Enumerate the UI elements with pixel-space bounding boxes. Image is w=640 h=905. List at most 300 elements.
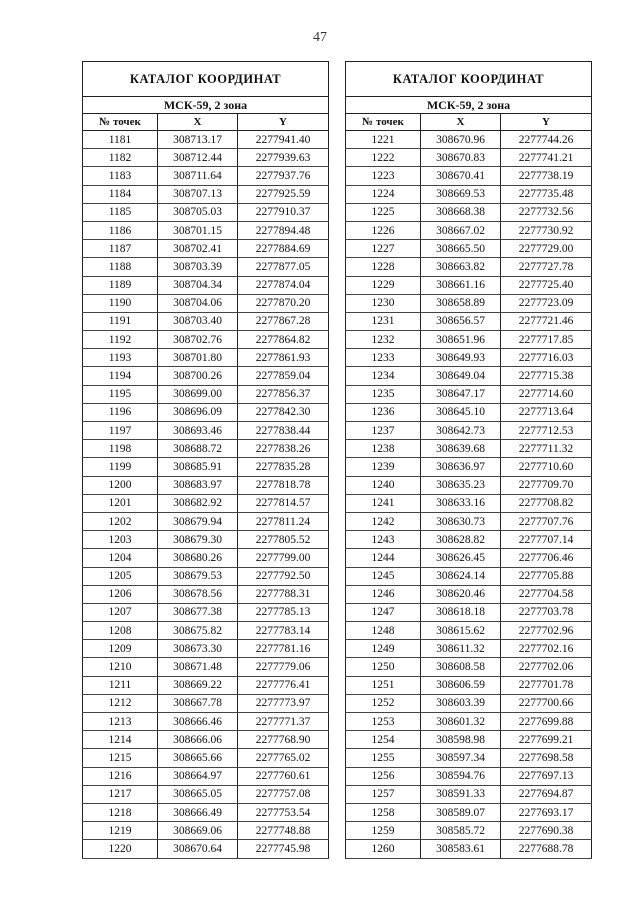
point-number: 1227 bbox=[346, 240, 421, 258]
table-row bbox=[346, 640, 592, 658]
coord-x: 308677.38 bbox=[158, 603, 238, 621]
coord-y: 2277894.48 bbox=[238, 221, 329, 239]
point-number: 1196 bbox=[83, 403, 158, 421]
coord-x: 308704.06 bbox=[158, 294, 238, 312]
table-row bbox=[83, 331, 329, 349]
coord-x: 308713.17 bbox=[158, 131, 238, 149]
point-number: 1183 bbox=[83, 167, 158, 185]
coord-x: 308699.00 bbox=[158, 385, 238, 403]
coord-x: 308651.96 bbox=[421, 331, 501, 349]
coord-y: 2277835.28 bbox=[238, 458, 329, 476]
table-row bbox=[83, 203, 329, 221]
coord-y: 2277861.93 bbox=[238, 349, 329, 367]
coord-x: 308666.06 bbox=[158, 731, 238, 749]
coord-y: 2277711.32 bbox=[501, 440, 592, 458]
coord-y: 2277859.04 bbox=[238, 367, 329, 385]
coord-y: 2277693.17 bbox=[501, 803, 592, 821]
coord-x: 308665.66 bbox=[158, 749, 238, 767]
point-number: 1192 bbox=[83, 331, 158, 349]
table-row bbox=[83, 149, 329, 167]
coord-y: 2277768.90 bbox=[238, 731, 329, 749]
point-number: 1208 bbox=[83, 622, 158, 640]
coordinate-system: МСК-59, 2 зона bbox=[346, 97, 592, 114]
coord-x: 308670.41 bbox=[421, 167, 501, 185]
coord-x: 308673.30 bbox=[158, 640, 238, 658]
coord-y: 2277706.46 bbox=[501, 549, 592, 567]
coord-x: 308701.15 bbox=[158, 221, 238, 239]
point-number: 1187 bbox=[83, 240, 158, 258]
point-number: 1237 bbox=[346, 422, 421, 440]
coord-y: 2277697.13 bbox=[501, 767, 592, 785]
coord-x: 308628.82 bbox=[421, 531, 501, 549]
coord-y: 2277771.37 bbox=[238, 713, 329, 731]
column-header-y: Y bbox=[238, 114, 329, 131]
table-row bbox=[346, 258, 592, 276]
point-number: 1243 bbox=[346, 531, 421, 549]
table-row bbox=[346, 422, 592, 440]
coord-y: 2277838.26 bbox=[238, 440, 329, 458]
coord-y: 2277702.16 bbox=[501, 640, 592, 658]
coord-y: 2277748.88 bbox=[238, 822, 329, 840]
table-row bbox=[83, 476, 329, 494]
coord-x: 308591.33 bbox=[421, 785, 501, 803]
coord-y: 2277705.88 bbox=[501, 567, 592, 585]
point-number: 1248 bbox=[346, 622, 421, 640]
table-row bbox=[346, 203, 592, 221]
point-number: 1195 bbox=[83, 385, 158, 403]
coord-y: 2277708.82 bbox=[501, 494, 592, 512]
coord-x: 308679.30 bbox=[158, 531, 238, 549]
point-number: 1247 bbox=[346, 603, 421, 621]
point-number: 1210 bbox=[83, 658, 158, 676]
point-number: 1202 bbox=[83, 512, 158, 530]
table-row bbox=[346, 167, 592, 185]
coord-x: 308630.73 bbox=[421, 512, 501, 530]
point-number: 1193 bbox=[83, 349, 158, 367]
coord-y: 2277690.38 bbox=[501, 822, 592, 840]
coord-x: 308669.06 bbox=[158, 822, 238, 840]
table-row bbox=[346, 840, 592, 858]
coord-x: 308688.72 bbox=[158, 440, 238, 458]
point-number: 1190 bbox=[83, 294, 158, 312]
coord-y: 2277707.76 bbox=[501, 512, 592, 530]
coord-x: 308606.59 bbox=[421, 676, 501, 694]
coord-x: 308626.45 bbox=[421, 549, 501, 567]
point-number: 1258 bbox=[346, 803, 421, 821]
coord-x: 308620.46 bbox=[421, 585, 501, 603]
coord-y: 2277698.58 bbox=[501, 749, 592, 767]
coord-y: 2277741.21 bbox=[501, 149, 592, 167]
point-number: 1188 bbox=[83, 258, 158, 276]
coord-y: 2277704.58 bbox=[501, 585, 592, 603]
table-row bbox=[83, 240, 329, 258]
coord-x: 308667.78 bbox=[158, 694, 238, 712]
point-number: 1225 bbox=[346, 203, 421, 221]
coord-y: 2277799.00 bbox=[238, 549, 329, 567]
coord-y: 2277864.82 bbox=[238, 331, 329, 349]
coord-x: 308667.02 bbox=[421, 221, 501, 239]
point-number: 1259 bbox=[346, 822, 421, 840]
coord-y: 2277707.14 bbox=[501, 531, 592, 549]
point-number: 1194 bbox=[83, 367, 158, 385]
coord-x: 308656.57 bbox=[421, 312, 501, 330]
table-row bbox=[346, 585, 592, 603]
coord-y: 2277710.60 bbox=[501, 458, 592, 476]
coord-x: 308707.13 bbox=[158, 185, 238, 203]
table-row bbox=[83, 185, 329, 203]
coord-x: 308647.17 bbox=[421, 385, 501, 403]
table-row bbox=[346, 531, 592, 549]
table-row bbox=[346, 494, 592, 512]
table-row bbox=[346, 476, 592, 494]
table-row bbox=[346, 294, 592, 312]
coord-x: 308679.53 bbox=[158, 567, 238, 585]
table-row bbox=[83, 403, 329, 421]
point-number: 1250 bbox=[346, 658, 421, 676]
point-number: 1214 bbox=[83, 731, 158, 749]
point-number: 1181 bbox=[83, 131, 158, 149]
coordinate-catalog-right bbox=[345, 61, 592, 859]
coord-y: 2277713.64 bbox=[501, 403, 592, 421]
coord-y: 2277870.20 bbox=[238, 294, 329, 312]
table-row bbox=[346, 458, 592, 476]
coord-y: 2277937.76 bbox=[238, 167, 329, 185]
column-header-point: № точек bbox=[346, 114, 421, 131]
table-row bbox=[346, 713, 592, 731]
coord-x: 308693.46 bbox=[158, 422, 238, 440]
table-row bbox=[83, 785, 329, 803]
table-row bbox=[346, 440, 592, 458]
point-number: 1241 bbox=[346, 494, 421, 512]
point-number: 1228 bbox=[346, 258, 421, 276]
table-row bbox=[83, 367, 329, 385]
coord-x: 308669.53 bbox=[421, 185, 501, 203]
coord-x: 308685.91 bbox=[158, 458, 238, 476]
point-number: 1218 bbox=[83, 803, 158, 821]
coord-x: 308682.92 bbox=[158, 494, 238, 512]
coord-x: 308663.82 bbox=[421, 258, 501, 276]
coord-y: 2277842.30 bbox=[238, 403, 329, 421]
coord-y: 2277717.85 bbox=[501, 331, 592, 349]
point-number: 1238 bbox=[346, 440, 421, 458]
coord-x: 308642.73 bbox=[421, 422, 501, 440]
table-row bbox=[83, 258, 329, 276]
coord-y: 2277721.46 bbox=[501, 312, 592, 330]
coord-y: 2277702.06 bbox=[501, 658, 592, 676]
point-number: 1230 bbox=[346, 294, 421, 312]
coord-y: 2277700.66 bbox=[501, 694, 592, 712]
table-row bbox=[83, 622, 329, 640]
coord-y: 2277723.09 bbox=[501, 294, 592, 312]
table-row bbox=[83, 422, 329, 440]
table-row bbox=[83, 312, 329, 330]
point-number: 1182 bbox=[83, 149, 158, 167]
table-row bbox=[346, 512, 592, 530]
table-row bbox=[346, 749, 592, 767]
table-row bbox=[83, 603, 329, 621]
table-row bbox=[346, 185, 592, 203]
coord-y: 2277877.05 bbox=[238, 258, 329, 276]
table-row bbox=[346, 676, 592, 694]
point-number: 1246 bbox=[346, 585, 421, 603]
table-row bbox=[346, 276, 592, 294]
point-number: 1252 bbox=[346, 694, 421, 712]
table-row bbox=[346, 367, 592, 385]
coord-y: 2277715.38 bbox=[501, 367, 592, 385]
coord-x: 308704.34 bbox=[158, 276, 238, 294]
table-row bbox=[83, 567, 329, 585]
table-row bbox=[83, 840, 329, 858]
column-header-x: X bbox=[158, 114, 238, 131]
coord-y: 2277760.61 bbox=[238, 767, 329, 785]
table-row bbox=[346, 331, 592, 349]
point-number: 1217 bbox=[83, 785, 158, 803]
coord-y: 2277757.08 bbox=[238, 785, 329, 803]
coord-x: 308601.32 bbox=[421, 713, 501, 731]
coord-y: 2277874.04 bbox=[238, 276, 329, 294]
coord-y: 2277818.78 bbox=[238, 476, 329, 494]
coordinate-system: МСК-59, 2 зона bbox=[83, 97, 329, 114]
table-row bbox=[83, 458, 329, 476]
coord-x: 308703.39 bbox=[158, 258, 238, 276]
point-number: 1213 bbox=[83, 713, 158, 731]
table-row bbox=[83, 549, 329, 567]
coord-y: 2277776.41 bbox=[238, 676, 329, 694]
coord-y: 2277702.96 bbox=[501, 622, 592, 640]
table-row bbox=[83, 276, 329, 294]
coord-y: 2277703.78 bbox=[501, 603, 592, 621]
coord-x: 308665.50 bbox=[421, 240, 501, 258]
coord-x: 308670.96 bbox=[421, 131, 501, 149]
table-row bbox=[346, 767, 592, 785]
table-row bbox=[346, 694, 592, 712]
point-number: 1186 bbox=[83, 221, 158, 239]
coord-y: 2277712.53 bbox=[501, 422, 592, 440]
table-row bbox=[83, 294, 329, 312]
point-number: 1209 bbox=[83, 640, 158, 658]
table-row bbox=[346, 403, 592, 421]
coord-x: 308649.04 bbox=[421, 367, 501, 385]
coord-x: 308649.93 bbox=[421, 349, 501, 367]
point-number: 1255 bbox=[346, 749, 421, 767]
point-number: 1206 bbox=[83, 585, 158, 603]
point-number: 1229 bbox=[346, 276, 421, 294]
point-number: 1212 bbox=[83, 694, 158, 712]
coord-x: 308639.68 bbox=[421, 440, 501, 458]
table-row bbox=[83, 676, 329, 694]
coord-y: 2277838.44 bbox=[238, 422, 329, 440]
coord-x: 308603.39 bbox=[421, 694, 501, 712]
coord-y: 2277732.56 bbox=[501, 203, 592, 221]
coord-x: 308624.14 bbox=[421, 567, 501, 585]
table-row bbox=[346, 312, 592, 330]
table-row bbox=[83, 494, 329, 512]
coord-y: 2277939.63 bbox=[238, 149, 329, 167]
point-number: 1189 bbox=[83, 276, 158, 294]
coord-y: 2277745.98 bbox=[238, 840, 329, 858]
coord-y: 2277753.54 bbox=[238, 803, 329, 821]
table-row bbox=[83, 131, 329, 149]
coord-x: 308618.18 bbox=[421, 603, 501, 621]
coord-x: 308661.16 bbox=[421, 276, 501, 294]
table-row bbox=[83, 221, 329, 239]
table-row bbox=[346, 131, 592, 149]
table-row bbox=[83, 694, 329, 712]
table-row bbox=[346, 822, 592, 840]
point-number: 1207 bbox=[83, 603, 158, 621]
point-number: 1234 bbox=[346, 367, 421, 385]
table-row bbox=[83, 512, 329, 530]
table-row bbox=[346, 785, 592, 803]
coord-x: 308670.64 bbox=[158, 840, 238, 858]
column-header-y: Y bbox=[501, 114, 592, 131]
point-number: 1226 bbox=[346, 221, 421, 239]
table-row bbox=[83, 531, 329, 549]
coord-x: 308701.80 bbox=[158, 349, 238, 367]
coord-x: 308615.62 bbox=[421, 622, 501, 640]
table-row bbox=[83, 713, 329, 731]
table-row bbox=[83, 731, 329, 749]
coord-y: 2277765.02 bbox=[238, 749, 329, 767]
coord-x: 308598.98 bbox=[421, 731, 501, 749]
table-row bbox=[346, 731, 592, 749]
coord-x: 308670.83 bbox=[421, 149, 501, 167]
table-row bbox=[346, 622, 592, 640]
table-row bbox=[83, 585, 329, 603]
point-number: 1185 bbox=[83, 203, 158, 221]
point-number: 1257 bbox=[346, 785, 421, 803]
table-row bbox=[346, 349, 592, 367]
coord-y: 2277709.70 bbox=[501, 476, 592, 494]
catalog-title: КАТАЛОГ КООРДИНАТ bbox=[346, 62, 592, 97]
coord-x: 308583.61 bbox=[421, 840, 501, 858]
point-number: 1251 bbox=[346, 676, 421, 694]
coord-x: 308594.76 bbox=[421, 767, 501, 785]
coordinate-catalog-left bbox=[82, 61, 329, 859]
coord-y: 2277714.60 bbox=[501, 385, 592, 403]
point-number: 1211 bbox=[83, 676, 158, 694]
coord-x: 308645.10 bbox=[421, 403, 501, 421]
coord-x: 308633.16 bbox=[421, 494, 501, 512]
table-row bbox=[346, 603, 592, 621]
point-number: 1242 bbox=[346, 512, 421, 530]
point-number: 1244 bbox=[346, 549, 421, 567]
table-row bbox=[83, 767, 329, 785]
coord-y: 2277779.06 bbox=[238, 658, 329, 676]
coord-x: 308680.26 bbox=[158, 549, 238, 567]
point-number: 1184 bbox=[83, 185, 158, 203]
coord-x: 308664.97 bbox=[158, 767, 238, 785]
coord-y: 2277792.50 bbox=[238, 567, 329, 585]
point-number: 1254 bbox=[346, 731, 421, 749]
coord-y: 2277910.37 bbox=[238, 203, 329, 221]
coord-y: 2277941.40 bbox=[238, 131, 329, 149]
point-number: 1199 bbox=[83, 458, 158, 476]
coord-y: 2277735.48 bbox=[501, 185, 592, 203]
coord-x: 308711.64 bbox=[158, 167, 238, 185]
table-row bbox=[83, 349, 329, 367]
coord-x: 308712.44 bbox=[158, 149, 238, 167]
coord-y: 2277729.00 bbox=[501, 240, 592, 258]
coord-x: 308705.03 bbox=[158, 203, 238, 221]
coord-x: 308683.97 bbox=[158, 476, 238, 494]
point-number: 1198 bbox=[83, 440, 158, 458]
point-number: 1203 bbox=[83, 531, 158, 549]
table-row bbox=[346, 385, 592, 403]
point-number: 1200 bbox=[83, 476, 158, 494]
coord-y: 2277738.19 bbox=[501, 167, 592, 185]
coord-y: 2277699.88 bbox=[501, 713, 592, 731]
point-number: 1191 bbox=[83, 312, 158, 330]
table-row bbox=[346, 240, 592, 258]
table-row bbox=[83, 167, 329, 185]
point-number: 1215 bbox=[83, 749, 158, 767]
table-row bbox=[346, 549, 592, 567]
table-row bbox=[83, 440, 329, 458]
point-number: 1224 bbox=[346, 185, 421, 203]
coord-x: 308703.40 bbox=[158, 312, 238, 330]
point-number: 1219 bbox=[83, 822, 158, 840]
point-number: 1231 bbox=[346, 312, 421, 330]
table-row bbox=[346, 149, 592, 167]
table-row bbox=[346, 221, 592, 239]
column-header-point: № точек bbox=[83, 114, 158, 131]
coord-y: 2277694.87 bbox=[501, 785, 592, 803]
point-number: 1220 bbox=[83, 840, 158, 858]
coord-y: 2277805.52 bbox=[238, 531, 329, 549]
point-number: 1245 bbox=[346, 567, 421, 585]
point-number: 1240 bbox=[346, 476, 421, 494]
coord-x: 308678.56 bbox=[158, 585, 238, 603]
point-number: 1216 bbox=[83, 767, 158, 785]
point-number: 1260 bbox=[346, 840, 421, 858]
coord-y: 2277701.78 bbox=[501, 676, 592, 694]
coord-y: 2277867.28 bbox=[238, 312, 329, 330]
coord-x: 308679.94 bbox=[158, 512, 238, 530]
point-number: 1253 bbox=[346, 713, 421, 731]
coord-y: 2277744.26 bbox=[501, 131, 592, 149]
coord-x: 308675.82 bbox=[158, 622, 238, 640]
point-number: 1256 bbox=[346, 767, 421, 785]
coord-x: 308669.22 bbox=[158, 676, 238, 694]
coord-y: 2277856.37 bbox=[238, 385, 329, 403]
point-number: 1205 bbox=[83, 567, 158, 585]
column-header-x: X bbox=[421, 114, 501, 131]
coord-y: 2277884.69 bbox=[238, 240, 329, 258]
table-row bbox=[346, 567, 592, 585]
point-number: 1236 bbox=[346, 403, 421, 421]
coord-x: 308702.76 bbox=[158, 331, 238, 349]
point-number: 1249 bbox=[346, 640, 421, 658]
table-row bbox=[83, 658, 329, 676]
point-number: 1239 bbox=[346, 458, 421, 476]
coord-x: 308668.38 bbox=[421, 203, 501, 221]
coord-x: 308585.72 bbox=[421, 822, 501, 840]
coord-y: 2277773.97 bbox=[238, 694, 329, 712]
catalog-title: КАТАЛОГ КООРДИНАТ bbox=[83, 62, 329, 97]
coord-x: 308597.34 bbox=[421, 749, 501, 767]
table-row bbox=[346, 803, 592, 821]
point-number: 1223 bbox=[346, 167, 421, 185]
coord-y: 2277725.40 bbox=[501, 276, 592, 294]
coord-x: 308666.49 bbox=[158, 803, 238, 821]
table-row bbox=[346, 658, 592, 676]
page-number: 47 bbox=[313, 30, 327, 45]
coord-y: 2277781.16 bbox=[238, 640, 329, 658]
point-number: 1197 bbox=[83, 422, 158, 440]
point-number: 1204 bbox=[83, 549, 158, 567]
coord-y: 2277688.78 bbox=[501, 840, 592, 858]
